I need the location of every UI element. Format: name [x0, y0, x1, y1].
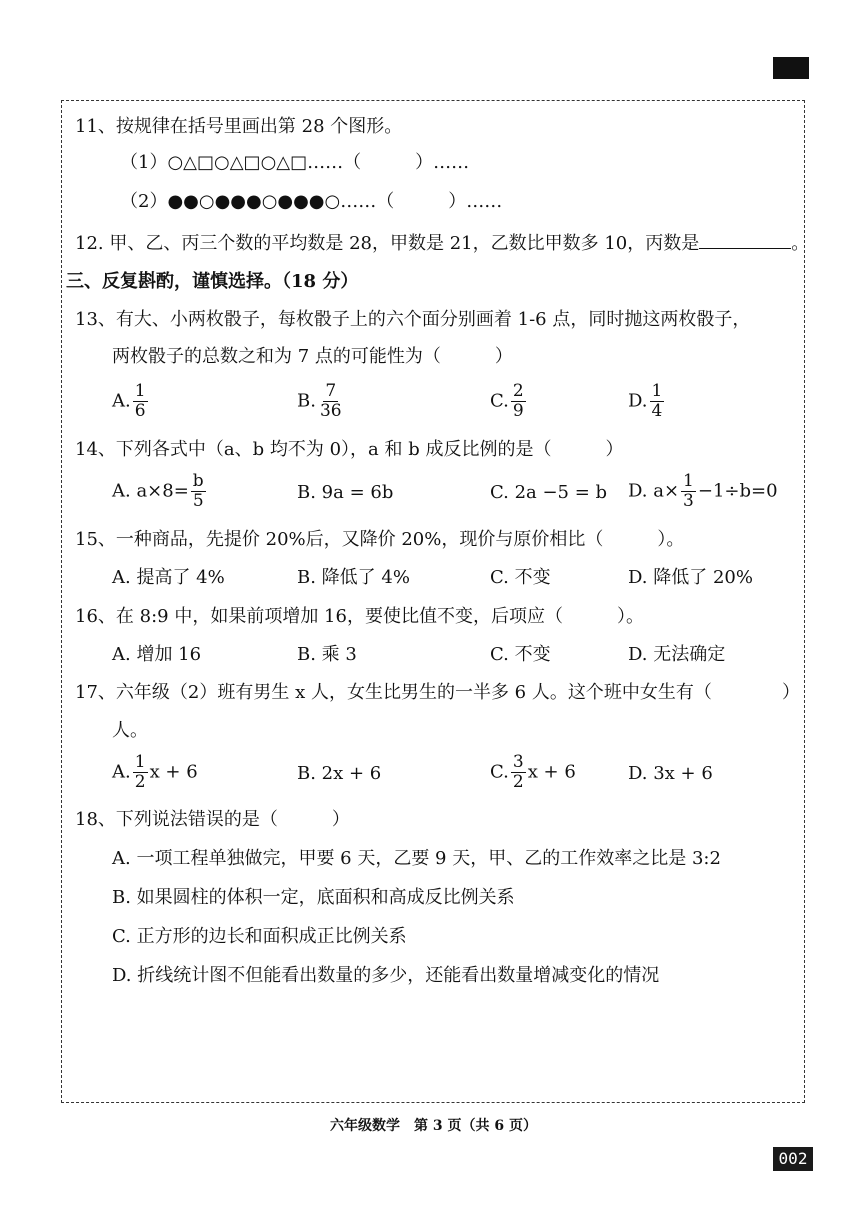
- q13-option-c[interactable]: [490, 382, 528, 421]
- q13-c-label: C.: [490, 390, 509, 412]
- q13-b-fraction: [318, 382, 344, 421]
- q16-option-d[interactable]: D. 无法确定: [628, 644, 726, 665]
- q16-option-c[interactable]: C. 不变: [490, 644, 551, 665]
- q14-option-a[interactable]: [112, 472, 208, 511]
- q14-a-den: 5: [192, 491, 204, 511]
- q18-stem: 18、下列说法错误的是（ ）: [75, 809, 350, 830]
- section-3-heading: 三、反复斟酌，谨慎选择。（18 分）: [66, 271, 359, 292]
- q14-stem: 14、下列各式中（a、b 均不为 0），a 和 b 成反比例的是（ ）: [75, 439, 624, 460]
- q17-c-post: x + 6: [527, 761, 576, 783]
- q17-option-c[interactable]: [490, 753, 576, 792]
- q12-answer-blank[interactable]: [699, 230, 791, 249]
- q17-c-label: C.: [490, 761, 509, 783]
- q14-d-num: 1: [683, 471, 694, 491]
- q15-stem: 15、一种商品，先提价 20%后，又降价 20%，现价与原价相比（ ）。: [75, 529, 685, 550]
- q17-a-fraction: [133, 753, 148, 792]
- q13-d-fraction: [650, 382, 665, 421]
- q14-a-num: b: [192, 471, 204, 491]
- q17-stem-end: ）: [782, 682, 800, 703]
- q14-a-fraction: [191, 472, 206, 511]
- q13-b-num: 7: [325, 381, 337, 401]
- q17-a-label: A.: [112, 761, 131, 783]
- q13-d-num: 1: [651, 381, 663, 401]
- q13-a-label: A.: [112, 390, 131, 412]
- q14-a-text: A. a×8=: [112, 480, 189, 502]
- q16-option-b[interactable]: B. 乘 3: [297, 644, 357, 665]
- q18-option-d[interactable]: D. 折线统计图不但能看出数量的多少，还能看出数量增减变化的情况: [112, 965, 660, 986]
- q18-option-b[interactable]: B. 如果圆柱的体积一定，底面积和高成反比例关系: [112, 887, 515, 908]
- q17-c-num: 3: [512, 752, 524, 772]
- q15-option-d[interactable]: D. 降低了 20%: [628, 567, 753, 588]
- q16-option-a[interactable]: A. 增加 16: [112, 644, 202, 665]
- q17-option-b[interactable]: B. 2x + 6: [297, 763, 382, 784]
- q13-a-num: 1: [134, 381, 146, 401]
- q13-line1: 13、有大、小两枚骰子，每枚骰子上的六个面分别画着 1-6 点，同时抛这两枚骰子，: [75, 309, 751, 330]
- corner-marker: [773, 57, 809, 79]
- q17-option-a[interactable]: [112, 753, 198, 792]
- q13-b-den: 36: [319, 401, 342, 421]
- q11-stem: 11、按规律在括号里画出第 28 个图形。: [75, 116, 403, 137]
- q13-option-d[interactable]: [628, 382, 666, 421]
- q13-c-fraction: [511, 382, 526, 421]
- q17-option-d[interactable]: D. 3x + 6: [628, 763, 713, 784]
- q14-d-fraction: [681, 472, 696, 511]
- q17-a-post: x + 6: [149, 761, 198, 783]
- q13-c-den: 9: [512, 401, 524, 421]
- q14-option-b[interactable]: B. 9a = 6b: [297, 482, 394, 503]
- q17-stem: 17、六年级（2）班有男生 x 人，女生比男生的一半多 6 人。这个班中女生有（: [75, 682, 712, 703]
- q14-d-text: D. a×: [628, 480, 680, 502]
- q16-stem: 16、在 8:9 中，如果前项增加 16，要使比值不变，后项应（ ）。: [75, 606, 644, 627]
- q18-option-a[interactable]: A. 一项工程单独做完，甲要 6 天，乙要 9 天，甲、乙的工作效率之比是 3:2: [112, 848, 721, 869]
- q12-question: [75, 230, 809, 256]
- q14-option-c[interactable]: C. 2a −5 = b: [490, 482, 608, 503]
- q14-option-d[interactable]: [628, 472, 778, 511]
- page-number-stamp: 002: [773, 1147, 813, 1171]
- q13-d-label: D.: [628, 390, 648, 412]
- q13-line2: 两枚骰子的总数之和为 7 点的可能性为（ ）: [112, 346, 513, 367]
- q14-d-post: −1÷b=0: [697, 480, 778, 502]
- q13-b-label: B.: [297, 390, 316, 412]
- page-footer: 六年级数学 第 3 页（共 6 页）: [330, 1118, 537, 1134]
- q15-option-a[interactable]: A. 提高了 4%: [112, 567, 225, 588]
- q14-d-den: 3: [683, 491, 694, 511]
- q15-option-b[interactable]: B. 降低了 4%: [297, 567, 410, 588]
- q11-part1: （1）○△□○△□○△□……（ ）……: [120, 152, 470, 173]
- q12-stem: 12. 甲、乙、丙三个数的平均数是 28，甲数是 21，乙数比甲数多 10，丙数是: [75, 233, 700, 254]
- q17-a-den: 2: [134, 772, 146, 792]
- q13-option-a[interactable]: [112, 382, 150, 421]
- q17-a-num: 1: [134, 752, 146, 772]
- q15-option-c[interactable]: C. 不变: [490, 567, 551, 588]
- q13-option-b[interactable]: [297, 382, 346, 421]
- q13-d-den: 4: [651, 401, 663, 421]
- q13-c-num: 2: [512, 381, 524, 401]
- q12-end: 。: [791, 233, 810, 254]
- q13-a-den: 6: [134, 401, 146, 421]
- q18-option-c[interactable]: C. 正方形的边长和面积成正比例关系: [112, 926, 407, 947]
- q17-c-fraction: [511, 753, 526, 792]
- q17-c-den: 2: [512, 772, 524, 792]
- q11-part2: （2）●●○●●●○●●●○……（ ）……: [120, 191, 503, 212]
- q17-line2: 人。: [112, 720, 148, 741]
- q13-a-fraction: [133, 382, 148, 421]
